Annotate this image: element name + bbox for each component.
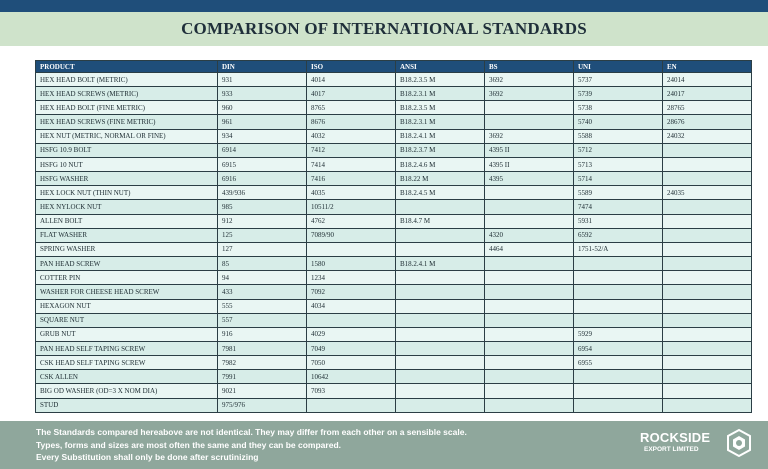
company-logo [640, 426, 756, 464]
table-cell: HEX NYLOCK NUT [36, 200, 218, 214]
table-row [36, 214, 752, 228]
table-cell [396, 398, 485, 412]
table-cell: HEX HEAD SCREWS (METRIC) [36, 87, 218, 101]
table-cell [574, 398, 663, 412]
table-cell [396, 370, 485, 384]
table-cell: GRUB NUT [36, 327, 218, 341]
table-row [36, 186, 752, 200]
column-header-ansi: ANSI [396, 61, 485, 73]
table-cell: 916 [218, 327, 307, 341]
table-cell [574, 299, 663, 313]
table-cell: 9021 [218, 384, 307, 398]
table-cell [663, 242, 752, 256]
table-cell: B18.2.4.6 M [396, 157, 485, 171]
table-cell [663, 384, 752, 398]
table-cell: 6955 [574, 356, 663, 370]
table-cell: 7991 [218, 370, 307, 384]
table-row [36, 115, 752, 129]
table-cell: FLAT WASHER [36, 228, 218, 242]
column-header-iso: ISO [307, 61, 396, 73]
table-cell: PAN HEAD SELF TAPING SCREW [36, 341, 218, 355]
table-cell: 960 [218, 101, 307, 115]
table-cell: B18.2.3.5 M [396, 73, 485, 87]
table-cell: 934 [218, 129, 307, 143]
table-cell: 7982 [218, 356, 307, 370]
table-cell: 24035 [663, 186, 752, 200]
table-cell: 24014 [663, 73, 752, 87]
table-cell: 4034 [307, 299, 396, 313]
table-cell [663, 271, 752, 285]
table-cell [396, 271, 485, 285]
footer-note: Types, forms and sizes are most often the same and they can be compared. [36, 439, 341, 450]
table-cell: 555 [218, 299, 307, 313]
table-cell: 7981 [218, 341, 307, 355]
table-row [36, 101, 752, 115]
table-cell: ALLEN BOLT [36, 214, 218, 228]
table-cell: 5738 [574, 101, 663, 115]
table-cell: 5737 [574, 73, 663, 87]
table-cell: 7050 [307, 356, 396, 370]
table-cell [307, 242, 396, 256]
table-cell: HSFG WASHER [36, 172, 218, 186]
table-row [36, 370, 752, 384]
table-row [36, 327, 752, 341]
table-cell: 5713 [574, 157, 663, 171]
table-cell: 6592 [574, 228, 663, 242]
table-cell: 10642 [307, 370, 396, 384]
table-row [36, 341, 752, 355]
table-cell [663, 214, 752, 228]
table-cell: 28676 [663, 115, 752, 129]
table-cell: 10511/2 [307, 200, 396, 214]
column-header-product: PRODUCT [36, 61, 218, 73]
table-row [36, 257, 752, 271]
table-cell: 961 [218, 115, 307, 129]
table-cell [485, 200, 574, 214]
table-row [36, 398, 752, 412]
table-cell: 4464 [485, 242, 574, 256]
table-cell: WASHER FOR CHEESE HEAD SCREW [36, 285, 218, 299]
table-body [36, 73, 752, 413]
table-cell: 4395 II [485, 157, 574, 171]
table-cell: 5714 [574, 172, 663, 186]
table-row [36, 299, 752, 313]
table-cell: 94 [218, 271, 307, 285]
table-row [36, 200, 752, 214]
table-cell [574, 257, 663, 271]
table-row [36, 228, 752, 242]
table-cell: CSK ALLEN [36, 370, 218, 384]
table-cell: B18.2.4.1 M [396, 129, 485, 143]
table-cell [485, 214, 574, 228]
table-cell [485, 384, 574, 398]
table-row [36, 157, 752, 171]
table-cell: B18.2.3.1 M [396, 115, 485, 129]
table-cell: HEX HEAD BOLT (METRIC) [36, 73, 218, 87]
table-cell [663, 356, 752, 370]
table-cell [663, 398, 752, 412]
table-cell: CSK HEAD SELF TAPING SCREW [36, 356, 218, 370]
table-cell [574, 313, 663, 327]
table-cell: 4017 [307, 87, 396, 101]
table-cell [663, 257, 752, 271]
table-row [36, 285, 752, 299]
table-cell [485, 257, 574, 271]
table-cell: B18.2.3.5 M [396, 101, 485, 115]
table-cell [396, 242, 485, 256]
table-cell [485, 299, 574, 313]
table-cell: 985 [218, 200, 307, 214]
table-cell: 975/976 [218, 398, 307, 412]
table-cell: 3692 [485, 129, 574, 143]
table-cell: B18.2.3.7 M [396, 143, 485, 157]
column-header-en: EN [663, 61, 752, 73]
table-cell: 5931 [574, 214, 663, 228]
table-cell [396, 384, 485, 398]
table-cell: B18.2.3.1 M [396, 87, 485, 101]
table-cell [485, 370, 574, 384]
table-cell: COTTER PIN [36, 271, 218, 285]
table-row [36, 313, 752, 327]
table-cell [663, 341, 752, 355]
table-cell [396, 285, 485, 299]
table-cell: B18.2.4.1 M [396, 257, 485, 271]
table-cell [574, 271, 663, 285]
table-cell: 7093 [307, 384, 396, 398]
table-cell [663, 285, 752, 299]
table-row [36, 129, 752, 143]
table-cell [485, 285, 574, 299]
table-row [36, 242, 752, 256]
table-cell: B18.2.4.5 M [396, 186, 485, 200]
column-header-bs: BS [485, 61, 574, 73]
table-cell [396, 327, 485, 341]
table-cell [663, 172, 752, 186]
table-cell [396, 200, 485, 214]
table-cell [485, 271, 574, 285]
table-row [36, 73, 752, 87]
table-header-row [36, 61, 752, 73]
table-cell [396, 341, 485, 355]
table-cell: 933 [218, 87, 307, 101]
table-cell: 7412 [307, 143, 396, 157]
table-cell: 85 [218, 257, 307, 271]
page-title: COMPARISON OF INTERNATIONAL STANDARDS [181, 19, 587, 38]
table-cell: 7049 [307, 341, 396, 355]
column-header-din: DIN [218, 61, 307, 73]
table-cell [396, 313, 485, 327]
table-cell: 6954 [574, 341, 663, 355]
table-cell [485, 341, 574, 355]
table-cell: 1751-52/A [574, 242, 663, 256]
table-cell: 5929 [574, 327, 663, 341]
table-cell [485, 101, 574, 115]
table-cell: HEX HEAD SCREWS (FINE METRIC) [36, 115, 218, 129]
table-cell: HEX NUT (METRIC, NORMAL OR FINE) [36, 129, 218, 143]
table-row [36, 143, 752, 157]
table-cell: 24032 [663, 129, 752, 143]
table-cell [574, 384, 663, 398]
table-cell: 28765 [663, 101, 752, 115]
table-cell: HEX LOCK NUT (THIN NUT) [36, 186, 218, 200]
table-cell: 7474 [574, 200, 663, 214]
table-cell: 4395 II [485, 143, 574, 157]
table-cell: 5740 [574, 115, 663, 129]
table-cell [307, 313, 396, 327]
table-cell: STUD [36, 398, 218, 412]
table-cell: 912 [218, 214, 307, 228]
table-row [36, 384, 752, 398]
table-cell: SQUARE NUT [36, 313, 218, 327]
table-cell [663, 143, 752, 157]
table-cell [396, 356, 485, 370]
table-cell: SPRING WASHER [36, 242, 218, 256]
table-cell: 1580 [307, 257, 396, 271]
table-cell: 1234 [307, 271, 396, 285]
table-cell: HEXAGON NUT [36, 299, 218, 313]
hexagon-bolt-icon [726, 428, 752, 458]
table-cell: 3692 [485, 73, 574, 87]
table-cell [574, 370, 663, 384]
table-cell: HEX HEAD BOLT (FINE METRIC) [36, 101, 218, 115]
table-cell: 127 [218, 242, 307, 256]
table-cell: HSFG 10 NUT [36, 157, 218, 171]
table-cell: 7414 [307, 157, 396, 171]
table-cell: B18.22 M [396, 172, 485, 186]
table-cell [485, 115, 574, 129]
table-cell: 4320 [485, 228, 574, 242]
table-row [36, 87, 752, 101]
table-cell: 5588 [574, 129, 663, 143]
table-cell: PAN HEAD SCREW [36, 257, 218, 271]
table-cell: 8676 [307, 115, 396, 129]
table-cell: 7416 [307, 172, 396, 186]
table-cell: 4035 [307, 186, 396, 200]
table-cell: 24017 [663, 87, 752, 101]
standards-table [35, 60, 752, 413]
table-cell [485, 356, 574, 370]
table-cell: 6914 [218, 143, 307, 157]
table-cell: 125 [218, 228, 307, 242]
table-cell: 5589 [574, 186, 663, 200]
table-cell [663, 313, 752, 327]
table-cell: 4762 [307, 214, 396, 228]
table-cell [663, 327, 752, 341]
table-cell: BIG OD WASHER (OD=3 X NOM DIA) [36, 384, 218, 398]
table-cell [663, 157, 752, 171]
table-cell [485, 186, 574, 200]
table-cell: 6916 [218, 172, 307, 186]
table-cell [663, 228, 752, 242]
table-cell: 4014 [307, 73, 396, 87]
table-cell [663, 200, 752, 214]
table-cell [485, 327, 574, 341]
table-cell: HSFG 10.9 BOLT [36, 143, 218, 157]
footer-notes [36, 426, 596, 464]
table-cell: B18.4.7 M [396, 214, 485, 228]
table-cell [663, 370, 752, 384]
table-cell: 5712 [574, 143, 663, 157]
table-row [36, 172, 752, 186]
table-cell [485, 313, 574, 327]
table-cell [307, 398, 396, 412]
top-accent-bar [0, 0, 768, 12]
logo-subtitle: EXPORT LIMITED [644, 446, 699, 453]
footer-note: The Standards compared hereabove are not identical. They may differ from each other on a sensible scale. [36, 427, 467, 437]
table-row [36, 271, 752, 285]
table-cell: 8765 [307, 101, 396, 115]
footer-note: Every Substitution shall only be done after scrutinizing [36, 452, 259, 462]
table-cell: 5739 [574, 87, 663, 101]
table-cell: 931 [218, 73, 307, 87]
column-header-uni: UNI [574, 61, 663, 73]
table-cell: 439/936 [218, 186, 307, 200]
table-cell [574, 285, 663, 299]
table-cell: 6915 [218, 157, 307, 171]
table-cell: 4029 [307, 327, 396, 341]
logo-name: ROCKSIDE [640, 430, 711, 445]
table-cell: 433 [218, 285, 307, 299]
table-cell: 557 [218, 313, 307, 327]
table-cell: 4032 [307, 129, 396, 143]
table-cell: 3692 [485, 87, 574, 101]
table-cell: 7089/90 [307, 228, 396, 242]
table-row [36, 356, 752, 370]
table-cell: 4395 [485, 172, 574, 186]
table-cell [396, 228, 485, 242]
table-cell: 7092 [307, 285, 396, 299]
table-cell [396, 299, 485, 313]
table-cell [485, 398, 574, 412]
table-cell [663, 299, 752, 313]
